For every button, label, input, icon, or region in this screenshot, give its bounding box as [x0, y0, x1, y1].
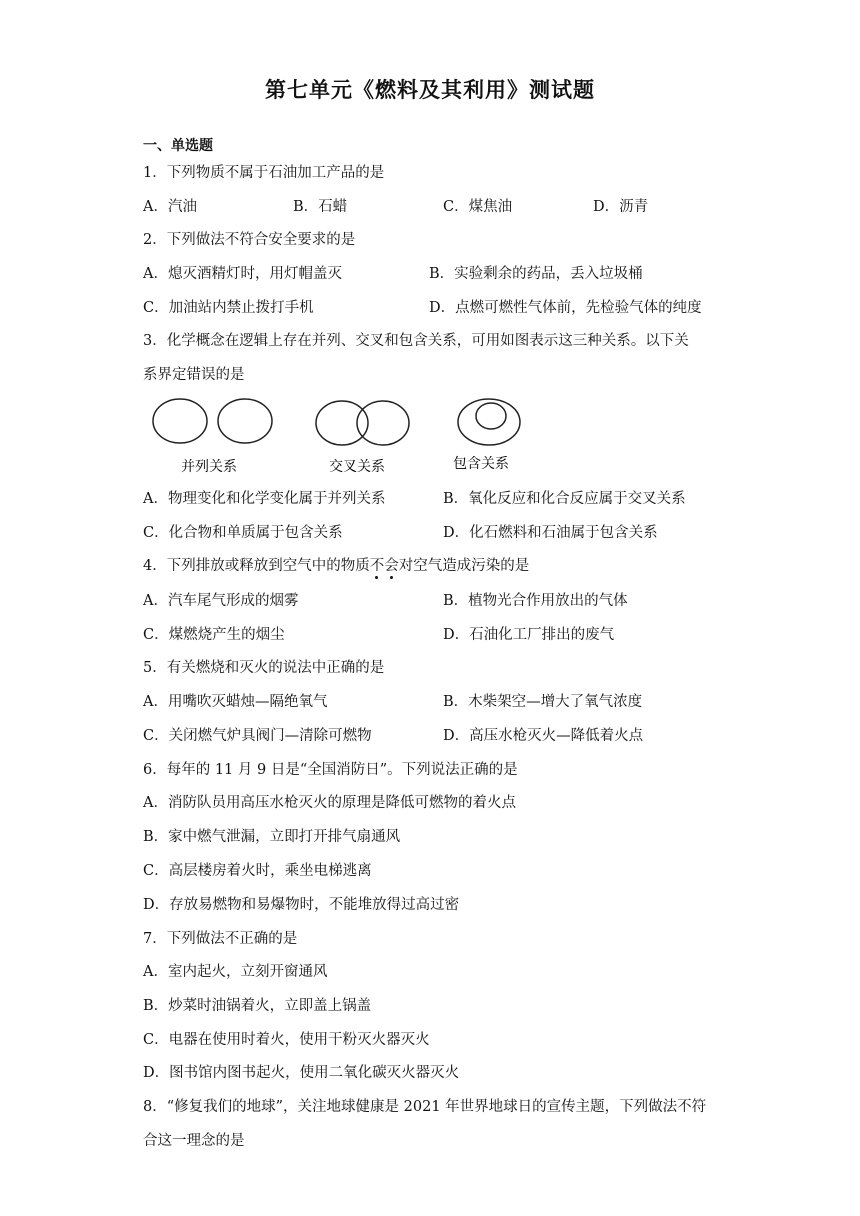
question-7-option-a: A．室内起火，立刻开窗通风: [143, 964, 328, 980]
question-7-stem: 7．下列做法不正确的是: [143, 931, 298, 947]
question-4-emphasis-2: 会: [384, 558, 399, 574]
question-3-option-a: A．物理变化和化学变化属于并列关系: [143, 491, 386, 507]
question-1-stem: 1．下列物质不属于石油加工产品的是: [143, 165, 385, 181]
question-1-option-b: B．石蜡: [293, 199, 348, 215]
question-8-stem-line-1: 8．“修复我们的地球”，关注地球健康是 2021 年世界地球日的宣传主题，下列做法不符: [143, 1099, 707, 1115]
question-5-option-a: A．用嘴吹灭蜡烛—隔绝氧气: [143, 694, 328, 710]
parallel-circle-right: [218, 399, 272, 443]
question-5-stem: 5．有关燃烧和灭火的说法中正确的是: [143, 660, 385, 676]
question-6-option-d: D．存放易燃物和易爆物时，不能堆放得过高过密: [143, 897, 460, 913]
question-2-option-b: B．实验剩余的药品，丢入垃圾桶: [429, 266, 643, 282]
parallel-relation-figure: [153, 399, 272, 475]
question-4-option-b: B．植物光合作用放出的气体: [443, 593, 628, 609]
inclusion-circle-outer: [458, 399, 520, 445]
question-3-option-d: D．化石燃料和石油属于包含关系: [443, 525, 658, 541]
cross-circle-right: [357, 401, 409, 445]
question-6-option-c: C．高层楼房着火时，乘坐电梯逃离: [143, 863, 372, 879]
question-2-stem: 2．下列做法不符合安全要求的是: [143, 232, 356, 248]
question-3-option-c: C．化合物和单质属于包含关系: [143, 525, 343, 541]
parallel-circle-left: [153, 399, 207, 443]
question-5-option-d: D．高压水枪灭火—降低着火点: [443, 728, 644, 744]
inclusion-relation-figure: [453, 399, 520, 472]
inclusion-relation-label: 包含关系: [453, 456, 509, 472]
question-4-option-a: A．汽车尾气形成的烟雾: [143, 593, 299, 609]
cross-relation-figure: [316, 401, 409, 475]
question-4-stem-pre: 4．下列排放或释放到空气中的物质: [143, 558, 370, 574]
question-4-option-d: D．石油化工厂排出的废气: [443, 627, 615, 643]
cross-circle-left: [316, 401, 368, 445]
question-4-stem: [143, 556, 529, 576]
question-4-option-c: C．煤燃烧产生的烟尘: [143, 627, 285, 643]
cross-relation-label: 交叉关系: [329, 459, 385, 475]
parallel-relation-label: 并列关系: [181, 459, 237, 475]
relationship-venn-diagram: [143, 392, 543, 482]
question-7-option-b: B．炒菜时油锅着火，立即盖上锅盖: [143, 998, 372, 1014]
question-2-option-c: C．加油站内禁止拨打手机: [143, 300, 314, 316]
question-3-stem-line-2: 系界定错误的是: [143, 367, 245, 383]
question-6-option-a: A．消防队员用高压水枪灭火的原理是降低可燃物的着火点: [143, 795, 516, 811]
question-4-stem-post: 对空气造成污染的是: [398, 558, 530, 574]
question-3-stem-line-1: 3．化学概念在逻辑上存在并列、交叉和包含关系，可用如图表示这三种关系。以下关: [143, 333, 689, 349]
question-1-option-c: C．煤焦油: [443, 199, 513, 215]
question-5-option-b: B．木柴架空—增大了氧气浓度: [443, 694, 643, 710]
question-7-option-c: C．电器在使用时着火，使用干粉灭火器灭火: [143, 1032, 430, 1048]
inclusion-circle-inner: [476, 403, 506, 429]
question-4-emphasis-1: 不: [369, 558, 385, 574]
question-6-stem: 6．每年的 11 月 9 日是“全国消防日”。下列说法正确的是: [143, 762, 518, 778]
question-3-option-b: B．氧化反应和化合反应属于交叉关系: [443, 491, 686, 507]
question-2-option-d: D．点燃可燃性气体前，先检验气体的纯度: [429, 300, 702, 316]
question-1-option-d: D．沥青: [593, 199, 649, 215]
question-7-option-d: D．图书馆内图书起火，使用二氧化碳灭火器灭火: [143, 1065, 460, 1081]
question-6-option-b: B．家中燃气泄漏，立即打开排气扇通风: [143, 829, 401, 845]
question-1-option-a: A．汽油: [143, 199, 197, 215]
page-title: 第七单元《燃料及其利用》测试题: [265, 78, 595, 102]
section-heading: 一、单选题: [143, 138, 213, 154]
question-5-option-c: C．关闭燃气炉具阀门—清除可燃物: [143, 728, 372, 744]
question-2-option-a: A．熄灭酒精灯时，用灯帽盖灭: [143, 266, 342, 282]
question-8-stem-line-2: 合这一理念的是: [143, 1133, 245, 1149]
